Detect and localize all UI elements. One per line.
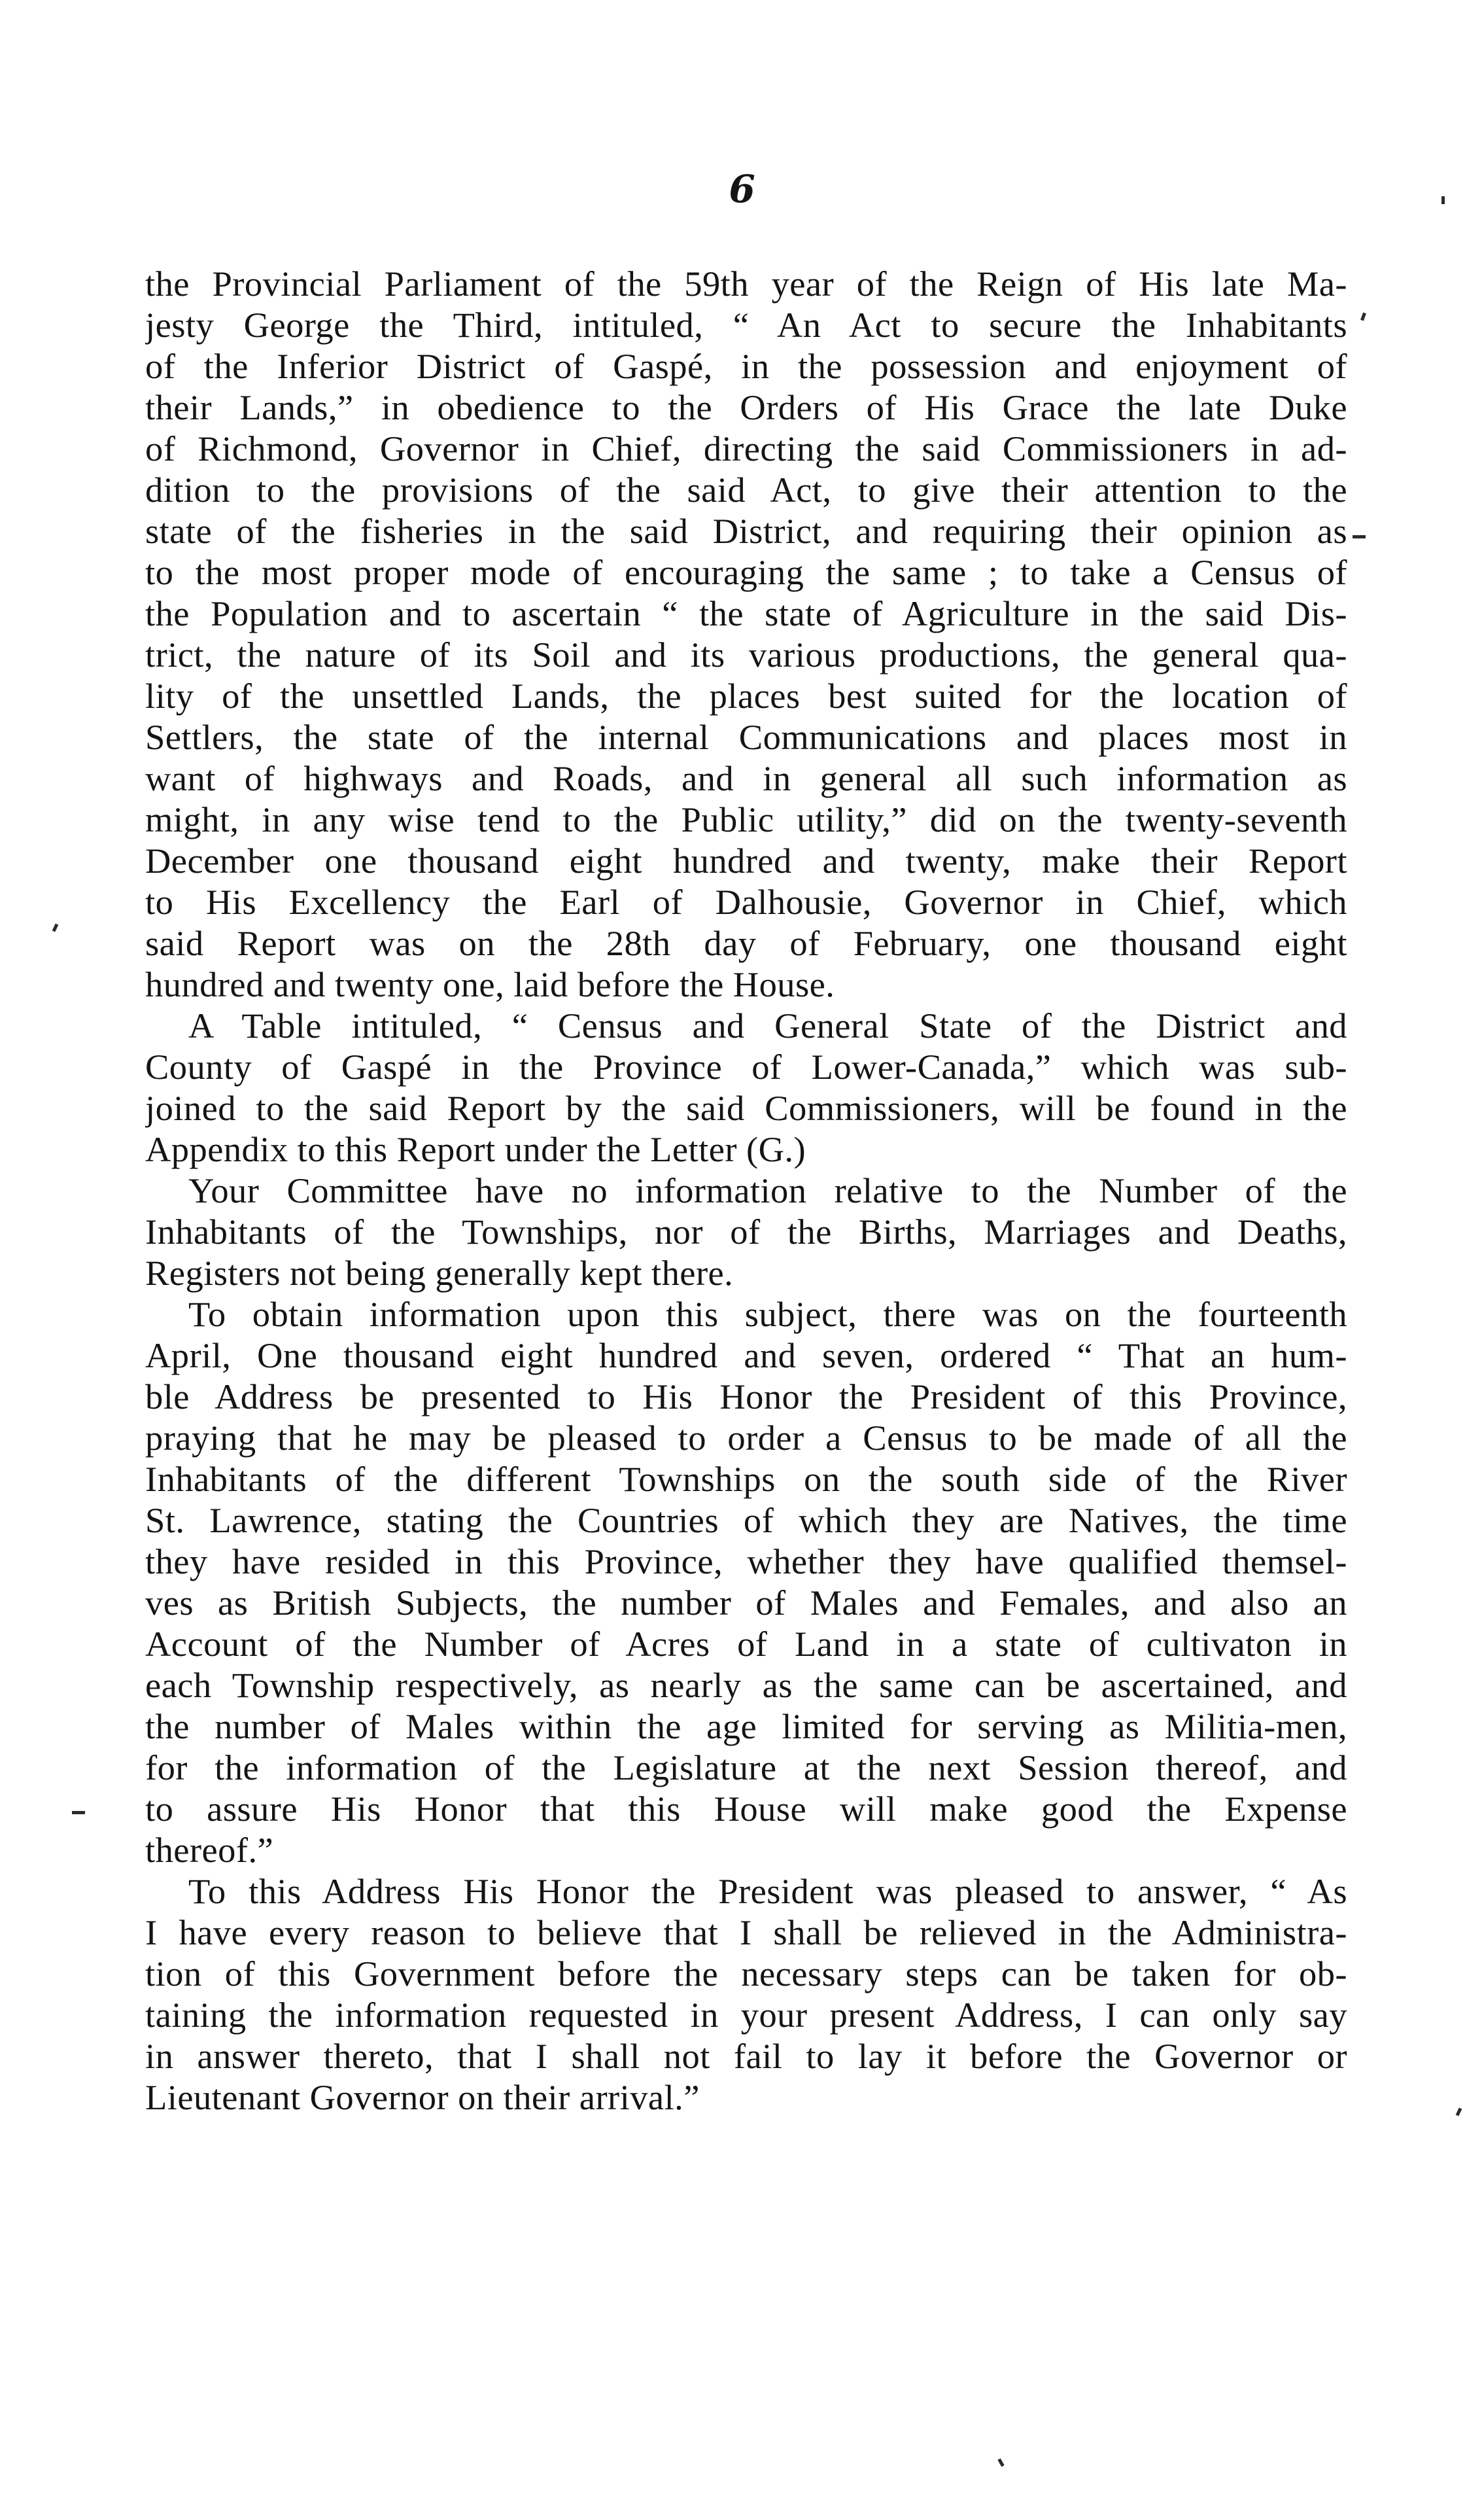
text-line: December one thousand eight hundred and twenty, make their Report [145,841,1347,881]
text-line: to His Excellency the Earl of Dalhousie, Governor in Chief, which [145,882,1347,922]
text-line: Your Committee have no information relative to the Number of the [188,1170,1347,1210]
text-line: lity of the unsettled Lands, the places best suited for the location of [145,676,1347,716]
text-line: trict, the nature of its Soil and its various productions, the general qua- [145,635,1347,675]
paragraph [145,263,1347,1005]
margin-speck [997,2459,1004,2467]
text-line: ble Address be presented to His Honor the President of this Province, [145,1377,1347,1416]
text-line: state of the fisheries in the said District, and requiring their opinion as [145,511,1347,551]
paragraph [145,1170,1347,1293]
paragraph [145,1005,1347,1170]
body-text [145,263,1347,2118]
text-line: thereof.” [145,1830,274,1870]
text-line: want of highways and Roads, and in general all such information as [145,758,1347,798]
paragraph [145,1293,1347,1870]
margin-speck [1360,313,1366,321]
text-line: jesty George the Third, intituled, “ An Act to secure the Inhabitants [145,305,1347,345]
text-line: of the Inferior District of Gaspé, in the possession and enjoyment of [145,346,1347,386]
text-line: ves as British Subjects, the number of Males and Females, and also an [145,1583,1347,1623]
text-line: in answer thereto, that I shall not fail to lay it before the Governor or [145,2036,1347,2076]
margin-speck [52,924,59,932]
text-line: Account of the Number of Acres of Land in a state of cultivaton in [145,1624,1347,1664]
margin-speck [1456,2108,1462,2116]
text-line: said Report was on the 28th day of February, one thousand eight [145,923,1347,963]
text-line: April, One thousand eight hundred and seven, ordered “ That an hum- [145,1335,1347,1375]
margin-mark [1353,535,1366,538]
margin-mark [72,1811,85,1814]
text-line: taining the information requested in your present Address, I can only say [145,1995,1347,2035]
text-line: Inhabitants of the Townships, nor of the Births, Marriages and Deaths, [145,1212,1347,1252]
text-line: Lieutenant Governor on their arrival.” [145,2077,700,2117]
text-line: the Provincial Parliament of the 59th year of the Reign of His late Ma- [145,264,1347,304]
paragraph [145,1870,1347,2118]
text-line: they have resided in this Province, whether they have qualified themsel- [145,1541,1347,1581]
text-line: hundred and twenty one, laid before the House. [145,964,835,1004]
text-line: of Richmond, Governor in Chief, directing the said Commissioners in ad- [145,429,1347,468]
text-line: I have every reason to believe that I shall be relieved in the Administra- [145,1912,1347,1952]
margin-speck [1441,196,1445,204]
text-line: Registers not being generally kept there. [145,1253,734,1293]
text-line: the Population and to ascertain “ the state of Agriculture in the said Dis- [145,593,1347,633]
text-line: might, in any wise tend to the Public utility,” did on the twenty-seventh [145,799,1347,839]
text-line: St. Lawrence, stating the Countries of which they are Natives, the time [145,1500,1347,1540]
text-line: Appendix to this Report under the Letter (G.) [145,1129,806,1169]
text-line: To this Address His Honor the President was pleased to answer, “ As [188,1871,1347,1911]
page-number: 6 [729,167,755,211]
text-line: County of Gaspé in the Province of Lower-Canada,” which was sub- [145,1047,1347,1087]
text-line: the number of Males within the age limited for serving as Militia-men, [145,1706,1347,1746]
text-line: to the most proper mode of encouraging the same ; to take a Census of [145,552,1347,592]
text-line: Settlers, the state of the internal Communications and places most in [145,717,1347,757]
text-line: tion of this Government before the necessary steps can be taken for ob- [145,1954,1347,1993]
text-line: Inhabitants of the different Townships on the south side of the River [145,1459,1347,1499]
text-line: praying that he may be pleased to order a Census to be made of all the [145,1418,1347,1458]
text-line: to assure His Honor that this House will make good the Expense [145,1789,1347,1829]
text-line: To obtain information upon this subject, there was on the fourteenth [188,1294,1347,1334]
text-line: for the information of the Legislature at the next Session thereof, and [145,1748,1347,1787]
text-line: A Table intituled, “ Census and General State of the District and [188,1006,1347,1045]
text-line: dition to the provisions of the said Act, to give their attention to the [145,470,1347,510]
text-line: joined to the said Report by the said Commissioners, will be found in the [145,1088,1347,1128]
text-line: each Township respectively, as nearly as the same can be ascertained, and [145,1665,1347,1705]
text-line: their Lands,” in obedience to the Orders of His Grace the late Duke [145,387,1347,427]
